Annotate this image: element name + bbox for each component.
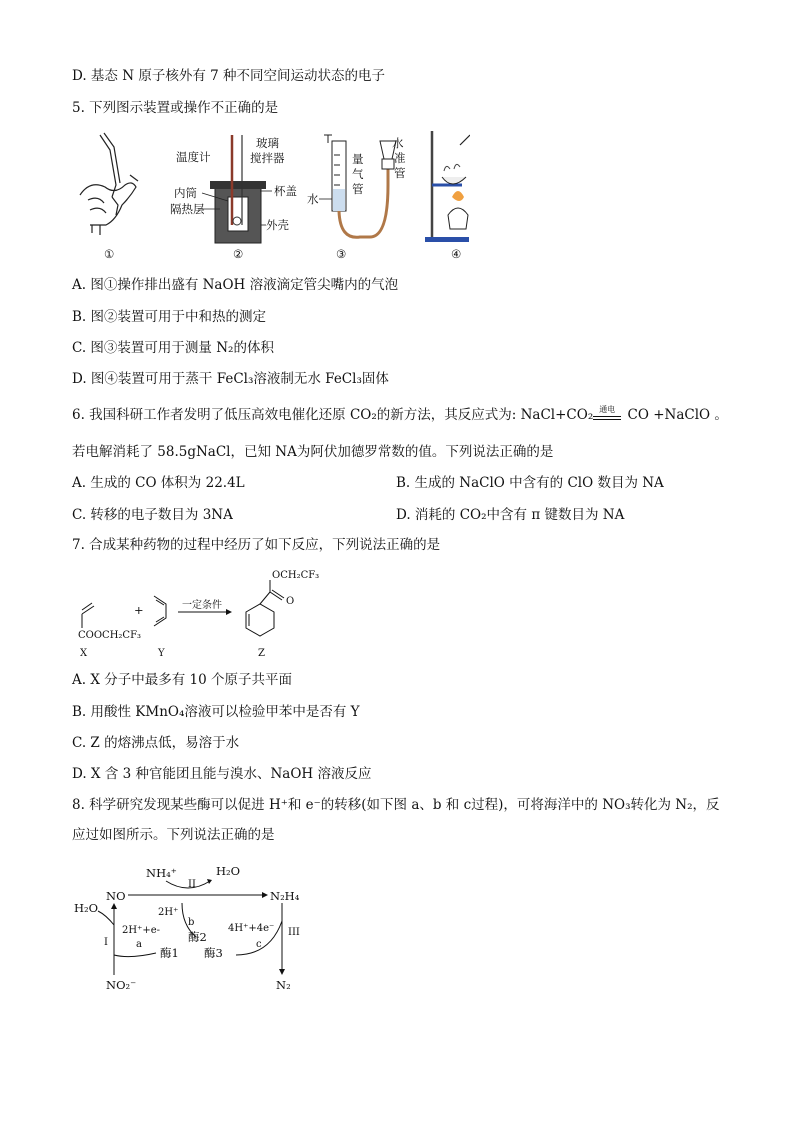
n2h4-label: N₂H₄ [270,889,300,903]
q6-option-b: B. 生成的 NaClO 中含有的 ClO 数目为 NA [396,475,664,491]
q5-option-c: C. 图③装置可用于测量 N₂的体积 [72,340,274,356]
label-gas-tube-2: 气 [352,167,364,181]
label-y: Y [158,648,165,659]
b-label: b [188,917,195,928]
z-carbonyl-o: O [286,596,295,607]
molecule-x [82,603,94,628]
n2-label: N₂ [276,978,291,992]
label-inner: 内筒 [174,186,197,200]
h4e4-label: 4H⁺+4e⁻ [228,923,275,934]
hand-burette-figure [80,133,138,235]
label-lid: 杯盖 [274,184,297,198]
q7-option-c: C. Z 的熔沸点低，易溶于水 [72,735,240,751]
q6-stem-end: CO +NaClO 。 [623,407,728,423]
q6-stem-text: 6. 我国科研工作者发明了低压高效电催化还原 CO₂的新方法，其反应式为: NaCl+CO₂ [72,407,594,423]
fig4-number: ④ [451,247,462,261]
enzyme1-label: 酶1 [160,946,179,960]
h2o-top-label: H₂O [216,864,241,878]
nh4-label: NH₄⁺ [146,866,177,880]
molecule-y [154,596,166,626]
label-level-1: 水 [392,136,404,150]
roman-3: III [288,927,300,938]
q6-stem-line2: 若电解消耗了 58.5gNaCl，已知 NA为阿伏加德罗常数的值。下列说法正确的是 [72,444,554,460]
fig3-number: ③ [336,247,347,261]
q7-option-b: B. 用酸性 KMnO₄溶液可以检验甲苯中是否有 Y [72,704,360,720]
molecule-z [246,580,284,636]
q4-option-d: D. 基态 N 原子核外有 7 种不同空间运动状态的电子 [72,68,385,84]
label-x: X [80,648,88,659]
q7-reaction-scheme [70,566,350,666]
electrolysis-arrow [593,404,623,423]
q5-option-d: D. 图④装置可用于蒸干 FeCl₃溶液制无水 FeCl₃固体 [72,371,389,387]
q8-cycle-diagram [70,855,330,995]
enzyme2-label: 酶2 [188,930,207,944]
label-shell: 外壳 [266,218,289,232]
q5-option-b: B. 图②装置可用于中和热的测定 [72,309,267,325]
plus-sign: + [134,603,144,617]
label-level-2: 准 [394,151,406,165]
q6-option-d: D. 消耗的 CO₂中含有 π 键数目为 NA [396,507,625,523]
label-water: 水 [307,192,319,206]
h2o-left-label: H₂O [74,901,99,915]
enzyme3-label: 酶3 [204,946,223,960]
q5-figures [70,125,470,265]
label-thermometer: 温度计 [176,150,211,164]
label-stirrer-2: 搅拌器 [250,151,285,165]
q7-option-d: D. X 含 3 种官能团且能与溴水、NaOH 溶液反应 [72,766,372,782]
fig2-number: ② [233,247,244,261]
q6-option-a: A. 生成的 CO 体积为 22.4L [72,475,245,491]
roman-2: II [188,879,196,890]
label-level-3: 管 [394,166,406,180]
label-insulation: 隔热层 [170,202,205,216]
a-label: a [136,939,142,950]
q8-stem-line1: 8. 科学研究发现某些酶可以促进 H⁺和 e⁻的转移(如下图 a、b 和 c过程)，可将海洋中的 NO₃转化为 N₂，反 [72,797,720,813]
two-h-label: 2H⁺ [158,907,179,918]
q5-option-a: A. 图①操作排出盛有 NaOH 溶液滴定管尖嘴内的气泡 [72,277,399,293]
x-substituent: COOCH₂CF₃ [78,630,142,641]
q6-option-c: C. 转移的电子数目为 3NA [72,507,233,523]
label-z: Z [258,648,265,659]
fig1-number: ① [104,247,115,261]
label-stirrer-1: 玻璃 [256,136,279,150]
evaporation-figure [425,131,470,242]
q7-option-a: A. X 分子中最多有 10 个原子共平面 [72,672,292,688]
q7-stem: 7. 合成某种药物的过程中经历了如下反应，下列说法正确的是 [72,537,441,553]
c-label: c [256,939,262,950]
label-gas-tube-3: 管 [352,182,364,196]
q6-stem-line1 [72,406,728,424]
h-e-label: 2H⁺+e- [122,925,161,936]
no-label: NO [106,889,126,903]
roman-1: I [104,937,108,948]
no2-label: NO₂⁻ [106,978,137,992]
label-gas-tube-1: 量 [352,152,364,166]
z-substituent: OCH₂CF₃ [272,570,320,581]
arrow-label: 通电 [599,404,616,414]
reaction-condition: 一定条件 [182,600,222,611]
q5-stem: 5. 下列图示装置或操作不正确的是 [72,100,279,116]
q8-stem-line2: 应过如图所示。下列说法正确的是 [72,827,275,843]
